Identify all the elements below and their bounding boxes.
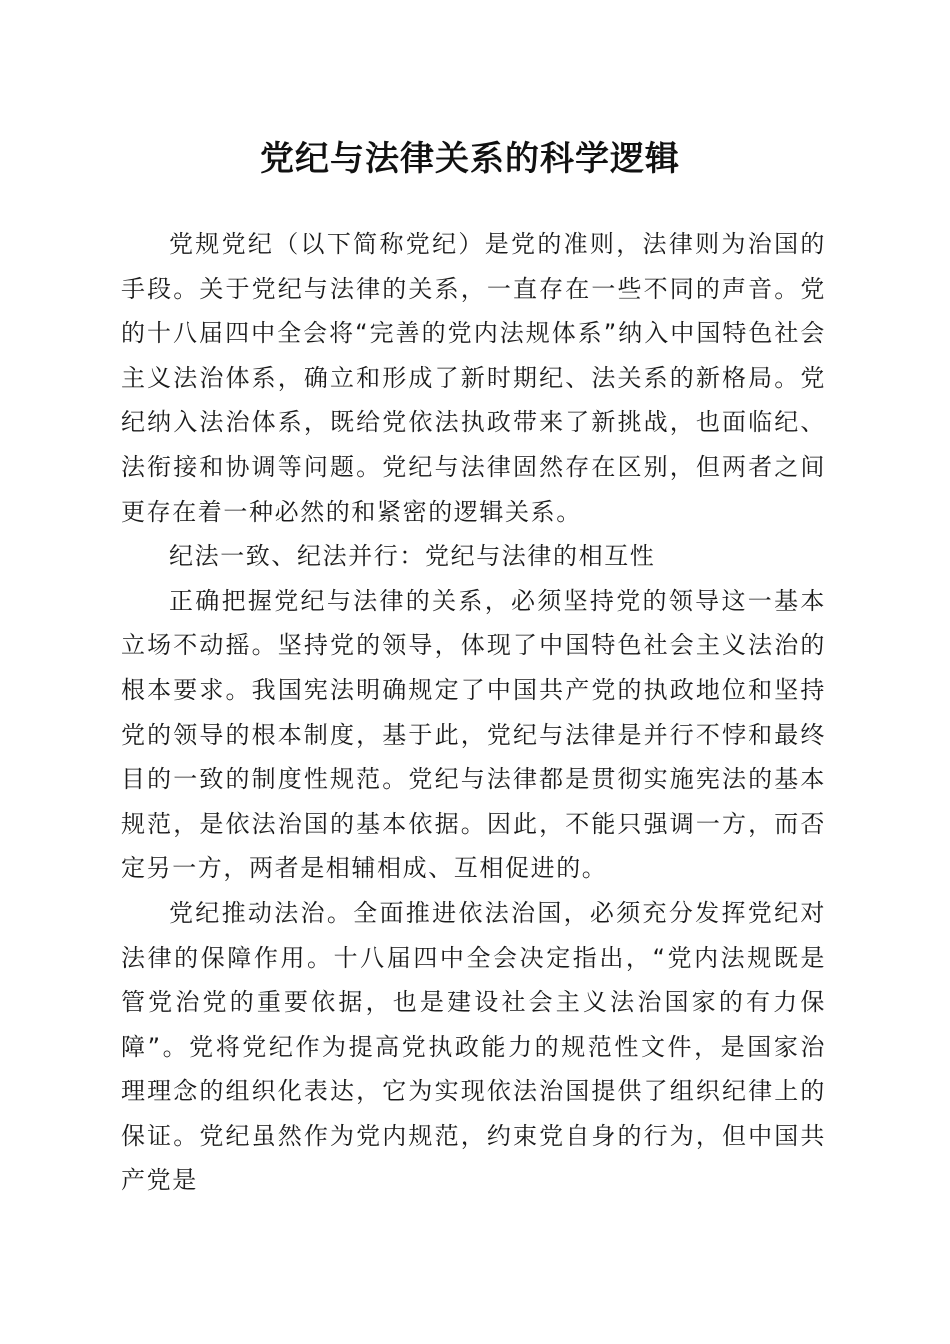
paragraph-party-leadership: 正确把握党纪与法律的关系，必须坚持党的领导这一基本立场不动摇。坚持党的领导，体现了中国特色社会主义法治的根本要求。我国宪法明确规定了中国共产党的执政地位和坚持党的领导的根本制度，基于此，党纪与法律是并行不悖和最终目的一致的制度性规范。党纪与法律都是贯彻实施宪法的基本规范，是依法治国的基本依据。因此，不能只强调一方，而否定另一方，两者是相辅相成、互相促进的。 [121,586,826,883]
paragraph-intro: 党规党纪（以下简称党纪）是党的准则，法律则为治国的手段。关于党纪与法律的关系，一直存在一些不同的声音。党的十八届四中全会将“完善的党内法规体系”纳入中国特色社会主义法治体系，确立和形成了新时期纪、法关系的新格局。党纪纳入法治体系，既给党依法执政带来了新挑战，也面临纪、法衔接和协调等问题。党纪与法律固然存在区别，但两者之间更存在着一种必然的和紧密的逻辑关系。 [121,230,826,526]
section-heading: 纪法一致、纪法并行：党纪与法律的相互性 [169,542,656,571]
paragraph-discipline-promotes-rule-of-law: 党纪推动法治。全面推进依法治国，必须充分发挥党纪对法律的保障作用。十八届四中全会决定指出，“党内法规既是管党治党的重要依据，也是建设社会主义法治国家的有力保障”。党将党纪作为提高党执政能力的规范性文件，是国家治理理念的组织化表达，它为实现依法治国提供了组织纪律上的保证。党纪虽然作为党内规范，约束党自身的行为，但中国共产党是 [121,898,826,1195]
document-body [121,222,826,1203]
page-title: 党纪与法律关系的科学逻辑 [260,139,680,179]
